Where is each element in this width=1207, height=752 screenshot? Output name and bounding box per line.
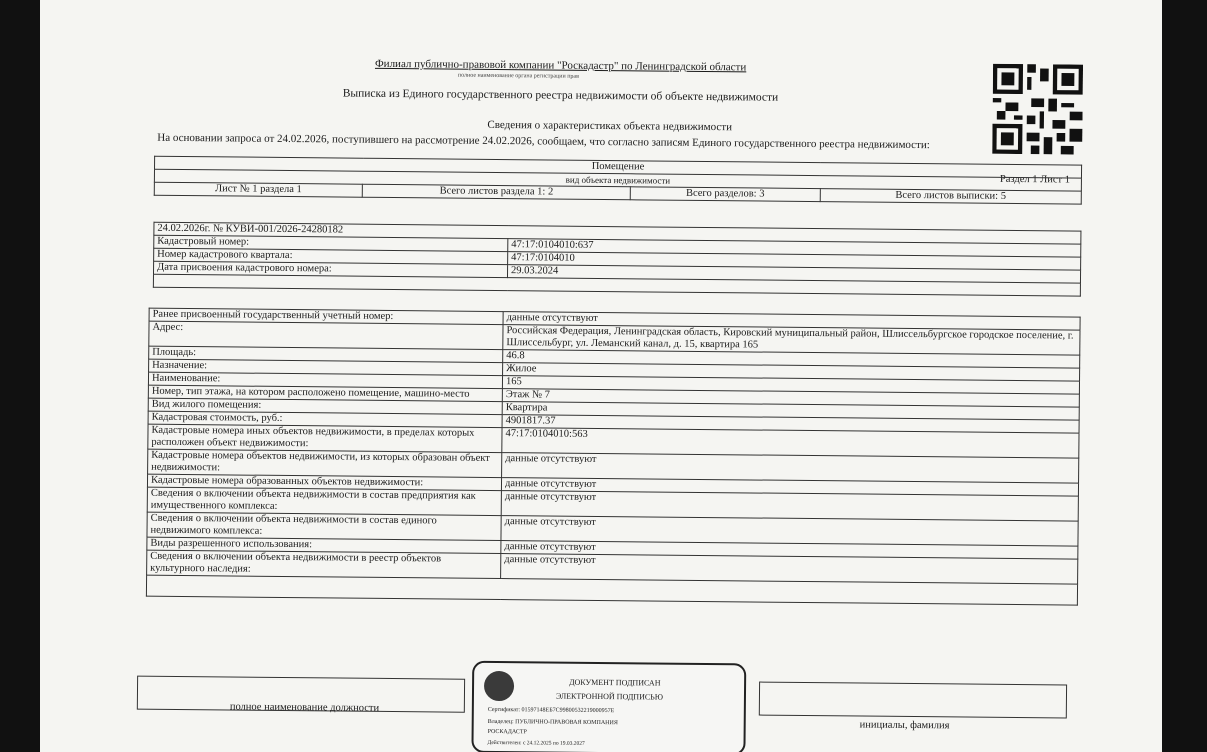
field-label: Номер кадастрового квартала: [154, 248, 508, 264]
field-value: 47:17:0104010:563 [502, 428, 1079, 459]
stamp-line-1: ДОКУМЕНТ ПОДПИСАН [569, 677, 661, 688]
total-sections: Всего разделов: 3 [630, 187, 820, 202]
field-label: Сведения о включении объекта недвижимости в реестр объектов культурного наследия: [147, 550, 501, 578]
position-signature-box [137, 676, 465, 713]
field-value: 46.8 [503, 350, 1080, 369]
field-label: Кадастровые номера объектов недвижимости, из которых образован объект недвижимости: [148, 449, 502, 477]
field-value: Квартира [502, 402, 1079, 421]
field-value: 29.03.2024 [507, 265, 1080, 283]
stamp-certificate: Сертификат: 01597148ЕБ7С99800532219000957Е [487, 706, 615, 715]
field-label: Наименование: [148, 372, 502, 388]
object-header-table [154, 156, 1082, 205]
field-label: Назначение: [149, 359, 503, 375]
main-fields-table [153, 222, 1082, 297]
field-value: данные отсутствуют [501, 541, 1078, 560]
rosreestr-logo-icon [484, 671, 514, 701]
characteristics-table [146, 308, 1081, 606]
stamp-owner-2: РОСКАДАСТР [487, 728, 527, 736]
organization-name: Филиал публично-правовой компании "Роскадастр" по Ленинградской области [374, 57, 747, 74]
field-value: данные отсутствуют [502, 453, 1079, 484]
info-title: Сведения о характеристиках объекта недвижимости [487, 118, 733, 134]
stamp-owner: Владелец: ПУБЛИЧНО-ПРАВОВАЯ КОМПАНИЯ [487, 718, 618, 727]
extract-title: Выписка из Единого государственного реестра недвижимости об объекте недвижимости [342, 87, 779, 104]
e-signature-stamp [471, 661, 746, 752]
field-label: Вид жилого помещения: [148, 398, 502, 414]
organization-caption: полное наименование органа регистрации прав [457, 72, 579, 80]
field-value: Российская Федерация, Ленинградская область, Кировский муниципальный район, Шлиссельбургское городское поселение, г. Шлиссельбург, ул. Леманский канал, д. 15, квартира 165 [503, 325, 1080, 356]
field-value: данные отсутствуют [501, 516, 1078, 547]
sheet-number: Лист № 1 раздела 1 [154, 182, 362, 197]
basis-text: На основании запроса от 24.02.2026, поступившего на рассмотрение 24.02.2026, сообщаем, что согласно записям Единого государственного реестра недвижимости: [157, 131, 930, 152]
field-value: Этаж № 7 [502, 389, 1079, 408]
position-caption: полное наименование должности [229, 701, 380, 714]
field-value: 165 [502, 376, 1079, 395]
field-label: Виды разрешенного использования: [147, 537, 501, 553]
field-label: Адрес: [149, 321, 503, 349]
field-value: 47:17:0104010:637 [508, 239, 1081, 257]
field-label: Дата присвоения кадастрового номера: [153, 261, 507, 277]
field-label: Площадь: [149, 346, 503, 362]
field-label: Номер, тип этажа, на котором расположено помещение, машино-место [148, 385, 502, 401]
field-label: Ранее присвоенный государственный учетный номер: [149, 308, 503, 324]
field-value: данные отсутствуют [501, 491, 1078, 522]
name-signature-box [759, 682, 1067, 732]
field-label: Кадастровая стоимость, руб.: [148, 411, 502, 427]
record-number: 24.02.2026г. № КУВИ-001/2026-24280182 [154, 222, 1081, 244]
field-label: Кадастровые номера образованных объектов недвижимости: [147, 474, 501, 490]
field-label: Кадастровый номер: [154, 235, 508, 251]
name-caption: инициалы, фамилия [859, 719, 950, 732]
field-value: 4901817.37 [502, 415, 1079, 434]
stamp-line-2: ЭЛЕКТРОННОЙ ПОДПИСЬЮ [555, 691, 664, 702]
field-label: Сведения о включении объекта недвижимости в состав предприятия как имущественного комплекса: [147, 487, 501, 515]
field-value: Жилое [503, 363, 1080, 382]
document-page [40, 0, 1162, 752]
field-value: данные отсутствуют [501, 478, 1078, 497]
object-name: Помещение [155, 156, 1082, 178]
field-value: данные отсутствуют [503, 312, 1080, 331]
field-value: 47:17:0104010 [508, 252, 1081, 270]
stamp-validity: Действителен: с 24.12.2025 по 19.03.2027 [487, 739, 585, 747]
object-caption: вид объекта недвижимости [154, 169, 1081, 191]
field-label: Кадастровые номера иных объектов недвижимости, в пределах которых расположен объект недвижимости: [148, 424, 502, 452]
total-sheets-extract: Всего листов выписки: 5 [820, 189, 1081, 205]
field-value: данные отсутствуют [501, 554, 1078, 585]
section-label: Раздел 1 Лист 1 [999, 173, 1071, 186]
field-label: Сведения о включении объекта недвижимости в состав единого недвижимого комплекса: [147, 512, 501, 540]
qr-code [992, 64, 1083, 155]
total-sheets-section: Всего листов раздела 1: 2 [362, 184, 630, 200]
